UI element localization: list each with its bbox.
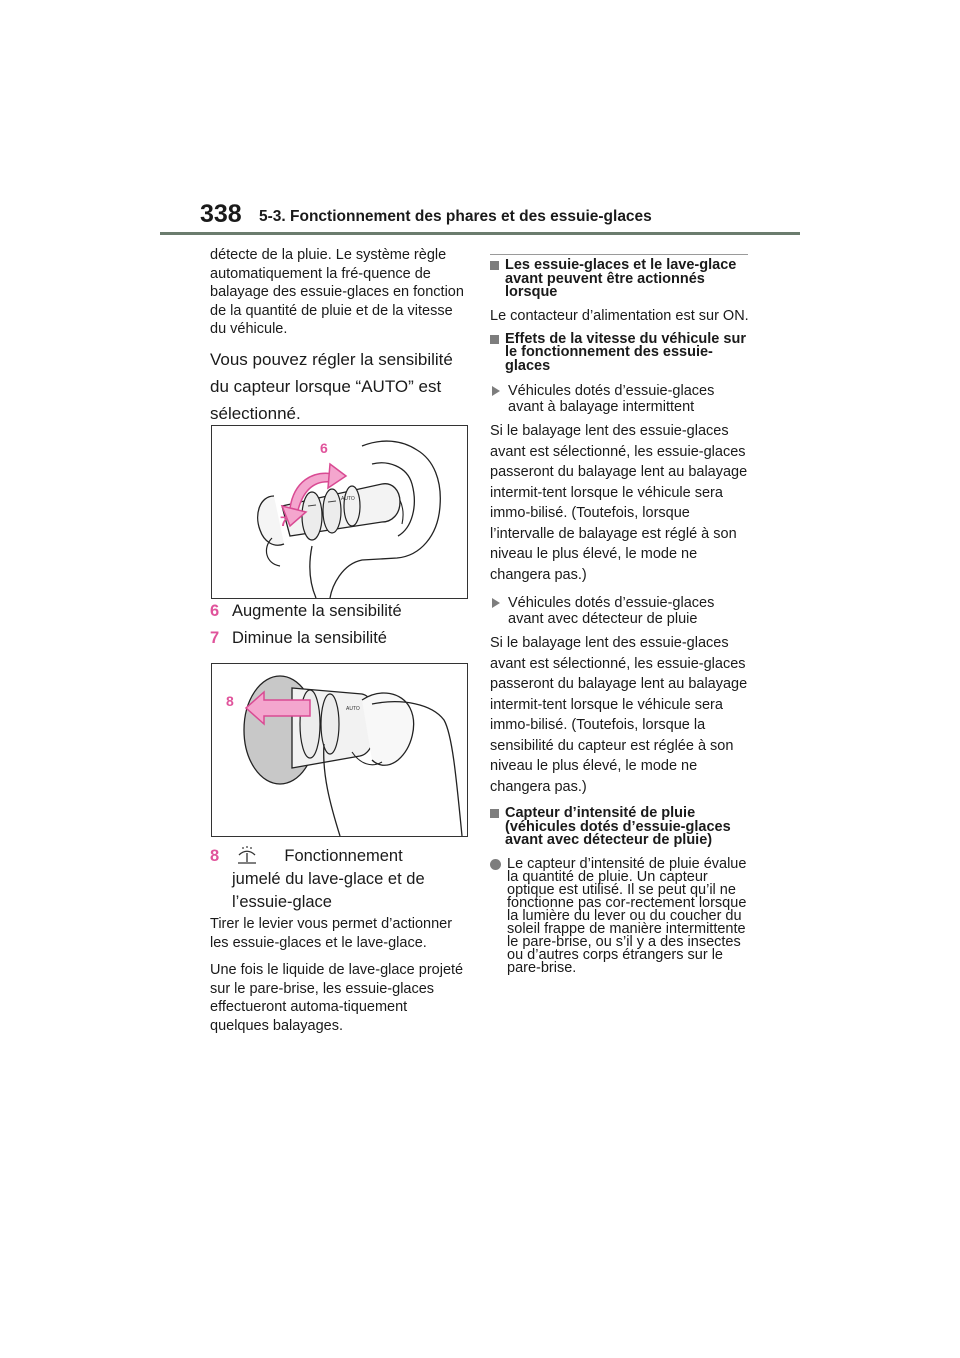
- section-title: 5-3. Fonctionnement des phares et des essuie-glaces: [259, 208, 652, 225]
- square-bullet-icon: [490, 261, 499, 270]
- item-text: Augmente la sensibilité: [232, 602, 402, 620]
- text-intermittent: Si le balayage lent des essuie-glaces avant est sélectionné, les essuie-glaces passeront du balayage lent au balayage intermit-tent lorsque le véhicule sera immo-bilisé. (Toutefois, lorsque l’intervalle de balayage est réglé à son niveau le plus élevé, le mode ne changera pas.): [490, 423, 748, 583]
- label-7: 7: [280, 513, 288, 529]
- item-number: 6: [210, 602, 220, 620]
- text-rain-sensor: Si le balayage lent des essuie-glaces avant est sélectionné, les essuie-glaces passeront du balayage lent au balayage intermit-tent lorsque le véhicule sera immo-bilisé. (Toutefois, lorsque la sensibilité du capteur est réglée à son niveau le plus élevé, le mode ne changera pas.): [490, 635, 748, 795]
- square-bullet-icon: [490, 809, 499, 818]
- heading-operation-condition: [490, 259, 750, 300]
- left-tail: [210, 915, 468, 1044]
- right-column-rule: [490, 254, 748, 255]
- paragraph-pull-lever: Tirer le levier vous permet d’actionner les essuie-glaces et le lave-glace.: [210, 916, 453, 951]
- page-number: 338: [200, 200, 242, 228]
- washer-wiper-icon: [236, 845, 258, 865]
- item-text-first: Fonctionnement: [284, 847, 403, 865]
- heading-speed-effects: [490, 330, 750, 374]
- heading-text: Capteur d’intensité de pluie (véhicules dotés d’essuie-glaces avant avec détecteur de pluie): [505, 805, 731, 848]
- figure-sensitivity-adjust: [211, 425, 468, 599]
- square-bullet-icon: [490, 335, 499, 344]
- round-bullet-icon: [490, 859, 501, 870]
- item-text: Diminue la sensibilité: [232, 629, 387, 647]
- item-number: 7: [210, 629, 220, 647]
- paragraph-auto-sweeps: Une fois le liquide de lave-glace projeté sur le pare-brise, les essuie-glaces effectueront automa-tiquement quelques balayages.: [210, 962, 464, 1034]
- text-power-on: Le contacteur d’alimentation est sur ON.: [490, 307, 749, 324]
- svg-text:AUTO: AUTO: [346, 706, 360, 712]
- header-rule: [160, 232, 800, 235]
- intro-paragraph: détecte de la pluie. Le système règle automatiquement la fré-quence de balayage des essuie-glaces en fonction de la quantité de pluie et de la vitesse du véhicule.: [210, 247, 464, 337]
- label-6: 6: [320, 440, 328, 456]
- bullet-text: Le capteur d’intensité de pluie évalue la quantité de pluie. Un capteur optique est utilisé. Il se peut qu’il ne fonctionne pas cor-rectement lorsque la lumière du lever ou du coucher du soleil frappe de manière intermittente le pare-brise, ou s’il y a des insectes ou d’autres corps étrangers sur le pare-brise.: [507, 855, 747, 976]
- bullet-rain-sensor: [490, 855, 750, 976]
- sensitivity-paragraph: Vous pouvez régler la sensibilité du capteur lorsque “AUTO” est sélectionné.: [210, 350, 453, 423]
- item-washer-wiper: [210, 845, 468, 914]
- sub-rain-sensor: [490, 595, 750, 627]
- item-text-rest: jumelé du lave-glace et de l’essuie-glace: [232, 870, 425, 911]
- sub-text: Véhicules dotés d’essuie-glaces avant à balayage intermittent: [508, 383, 715, 415]
- right-column: [490, 259, 750, 975]
- illustration-pull-lever: [212, 664, 467, 836]
- item-increase-sensitivity: [210, 600, 402, 623]
- triangle-bullet-icon: [492, 386, 500, 396]
- sub-text: Véhicules dotés d’essuie-glaces avant avec détecteur de pluie: [508, 595, 715, 627]
- item-decrease-sensitivity: [210, 627, 387, 650]
- heading-text: Les essuie-glaces et le lave-glace avant peuvent être actionnés lorsque: [505, 257, 737, 300]
- heading-rain-sensor: [490, 807, 750, 848]
- triangle-bullet-icon: [492, 598, 500, 608]
- item-number: 8: [210, 847, 220, 865]
- label-8: 8: [226, 693, 234, 709]
- sub-intermittent: [490, 383, 750, 415]
- heading-text: Effets de la vitesse du véhicule sur le fonctionnement des essuie-glaces: [505, 330, 746, 374]
- svg-text:AUTO: AUTO: [341, 496, 355, 502]
- illustration-rotate-knob: [212, 426, 467, 598]
- figure-pull-lever: [211, 663, 468, 837]
